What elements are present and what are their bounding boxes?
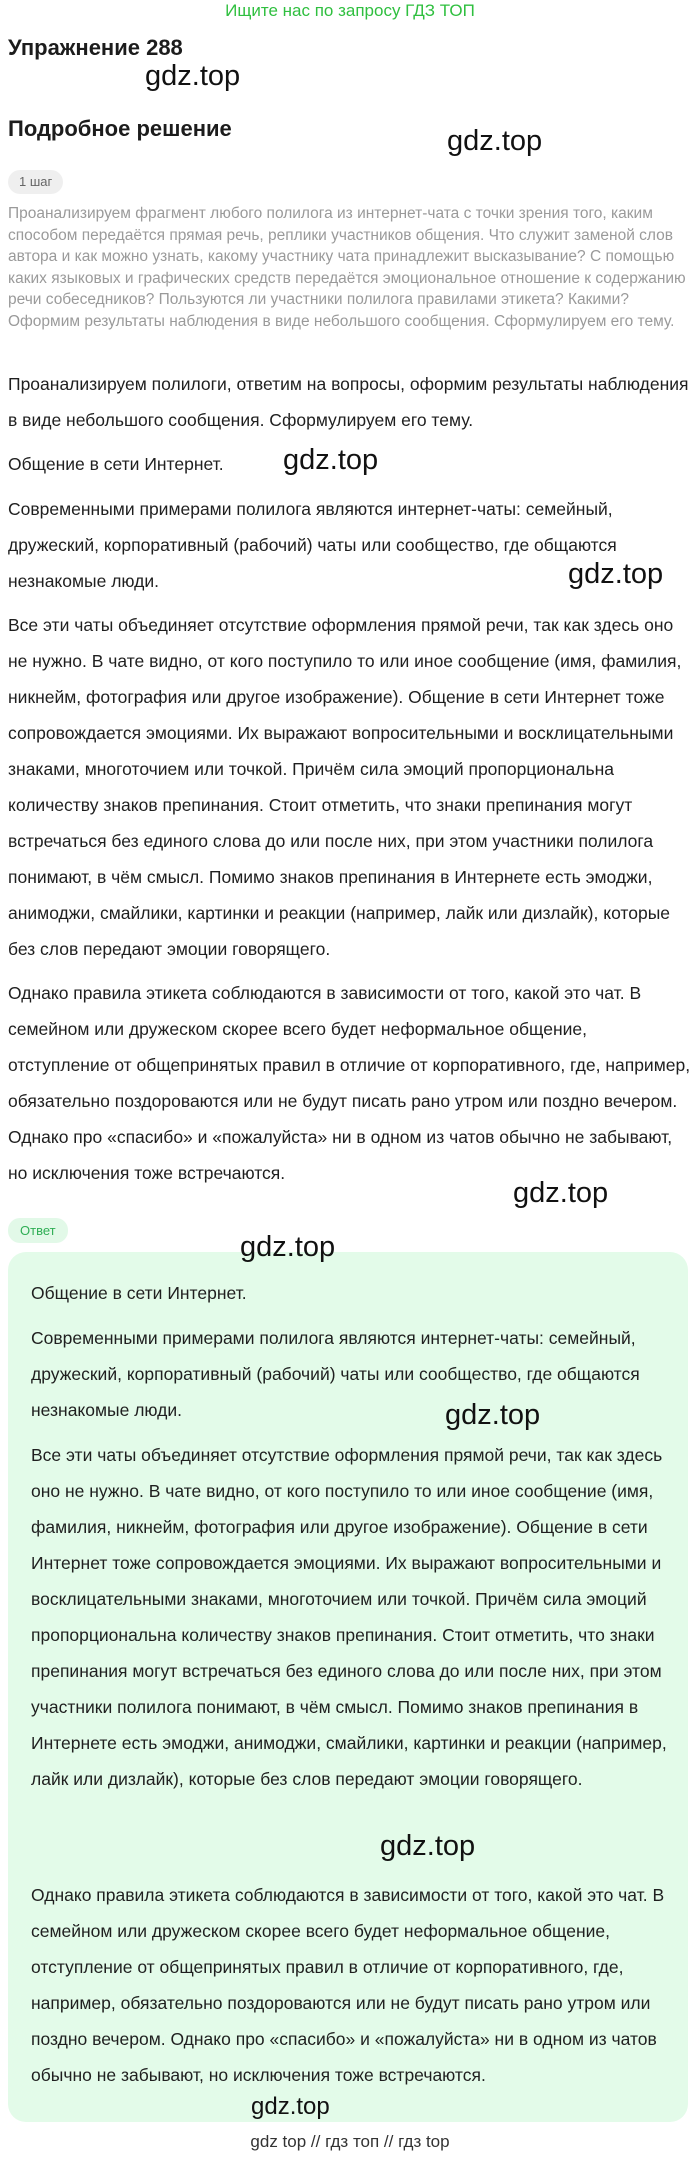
- footer-links[interactable]: gdz top // гдз топ // гдз top: [250, 2132, 450, 2151]
- watermark: gdz.top: [447, 125, 543, 157]
- answer-paragraph: Современными примерами полилога являются интернет-чаты: семейный, дружеский, корпоративный (рабочий) чаты или сообщество, где общаются незнакомые люди.: [31, 1328, 640, 1420]
- solution-paragraph: Однако правила этикета соблюдаются в зависимости от того, какой это чат. В семейном или дружеском скорее всего будет неформальное общение, отступление от общепринятых правил в отличие от корпоративного, где, например, обязательно поздороваются или не будут писать рано утром или поздно вечером. Однако про «спасибо» и «пожалуйста» ни в одном из чатов обычно не забывают, но исключения тоже встречаются.: [8, 983, 691, 1183]
- watermark: gdz.top: [380, 1830, 476, 1862]
- solution-paragraph: Проанализируем полилоги, ответим на вопросы, оформим результаты наблюдения в виде небольшого сообщения. Сформулируем его тему.: [8, 374, 689, 430]
- solution-paragraph: Современными примерами полилога являются интернет-чаты: семейный, дружеский, корпоративный (рабочий) чаты или сообщество, где общаются незнакомые люди.: [8, 499, 617, 591]
- watermark: gdz.top: [513, 1177, 609, 1209]
- section-title-detailed-solution: Подробное решение: [8, 116, 232, 141]
- solution-paragraph: Общение в сети Интернет.: [8, 454, 224, 474]
- watermark: gdz.top: [251, 2093, 330, 2120]
- solution-paragraph: Все эти чаты объединяет отсутствие оформления прямой речи, так как здесь оно не нужно. В чате видно, от кого поступило то или иное сообщение (имя, фамилия, никнейм, фотография или другое изображение). Общение в сети Интернет тоже сопровождается эмоциями. Их выражают вопросительными и восклицательными знаками, многоточием или точкой. Причём сила эмоций пропорциональна количеству знаков препинания. Стоит отметить, что знаки препинания могут встречаться без единого слова до или после них, при этом участники полилога понимают, в чём смысл. Помимо знаков препинания в Интернете есть эмоджи, анимоджи, смайлики, картинки и реакции (например, лайк или дизлайк), которые без слов передают эмоции говорящего.: [8, 615, 682, 959]
- answer-paragraph: Общение в сети Интернет.: [31, 1283, 247, 1303]
- watermark: gdz.top: [145, 60, 241, 92]
- watermark: gdz.top: [283, 444, 379, 476]
- watermark: gdz.top: [240, 1231, 336, 1263]
- answer-badge: Ответ: [8, 1218, 68, 1243]
- page-title: Упражнение 288: [8, 35, 183, 60]
- watermark: gdz.top: [445, 1399, 541, 1431]
- step-badge: 1 шаг: [8, 170, 63, 194]
- task-text: Проанализируем фрагмент любого полилога из интернет-чата с точки зрения того, каким способом передаётся прямая речь, реплики участников общения. Что служит заменой слов автора и как можно узнать, какому участнику чата принадлежит высказывание? С помощью каких языковых и графических средств передаётся эмоциональное отношение к содержанию речи собеседников? Пользуются ли участники полилога правилами этикета? Какими? Оформим результаты наблюдения в виде небольшого сообщения. Сформулируем его тему.: [8, 205, 686, 330]
- watermark: gdz.top: [568, 558, 664, 590]
- promo-banner: Ищите нас по запросу ГДЗ ТОП: [225, 1, 475, 20]
- answer-paragraph: Однако правила этикета соблюдаются в зависимости от того, какой это чат. В семейном или дружеском скорее всего будет неформальное общение, отступление от общепринятых правил в отличие от корпоративного, где, например, обязательно поздороваются или не будут писать рано утром или поздно вечером. Однако про «спасибо» и «пожалуйста» ни в одном из чатов обычно не забывают, но исключения тоже встречаются.: [31, 1885, 665, 2085]
- answer-paragraph: Все эти чаты объединяет отсутствие оформления прямой речи, так как здесь оно не нужно. В чате видно, от кого поступило то или иное сообщение (имя, фамилия, никнейм, фотография или другое изображение). Общение в сети Интернет тоже сопровождается эмоциями. Их выражают вопросительными и восклицательными знаками, многоточием или точкой. Причём сила эмоций пропорциональна количеству знаков препинания. Стоит отметить, что знаки препинания могут встречаться без единого слова до или после них, при этом участники полилога понимают, в чём смысл. Помимо знаков препинания в Интернете есть эмоджи, анимоджи, смайлики, картинки и реакции (например, лайк или дизлайк), которые без слов передают эмоции говорящего.: [31, 1445, 667, 1789]
